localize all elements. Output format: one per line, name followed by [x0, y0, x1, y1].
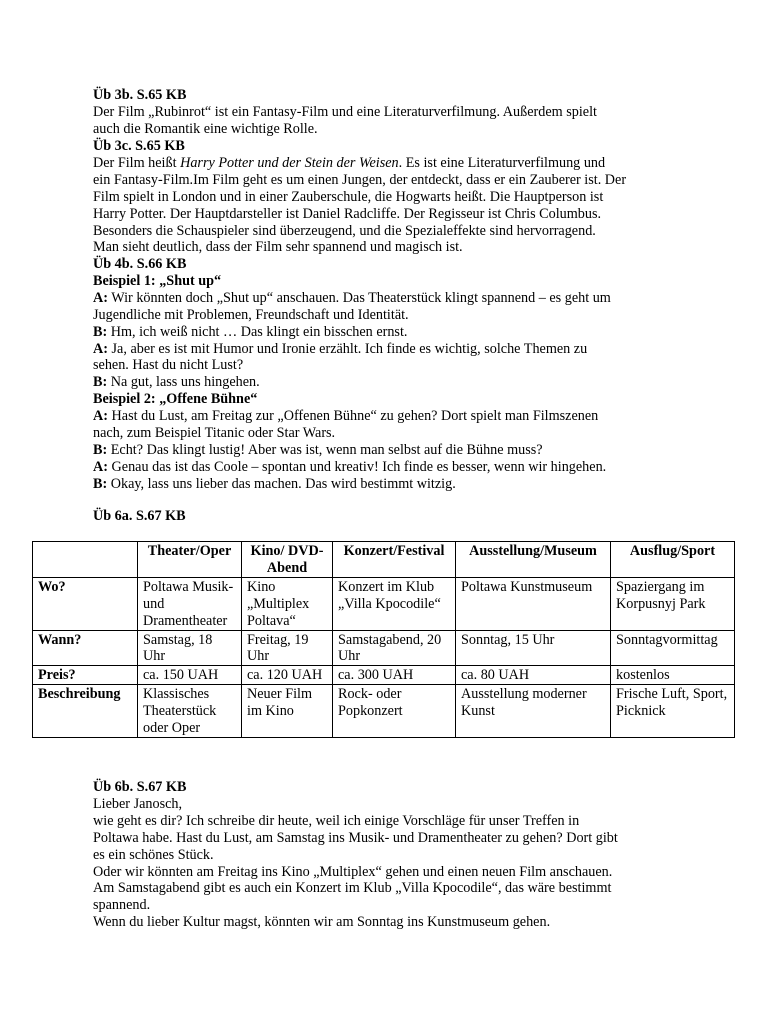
section-heading — [93, 87, 693, 104]
heading-6a: Üb 6a. S.67 KB — [93, 508, 186, 524]
text-fragment: . Es ist eine Literaturverfilmung und — [398, 154, 606, 171]
heading-4b: Üb 4b. S.66 KB — [93, 256, 187, 272]
column-header: Ausstellung/Museum — [456, 542, 611, 578]
film-title: Harry Potter und der Stein der Weisen — [180, 154, 399, 171]
speaker: A: — [93, 340, 108, 357]
speaker: A: — [93, 458, 108, 475]
column-header: Konzert/Festival — [333, 542, 456, 578]
row-header: Preis? — [33, 666, 138, 685]
dialogue-text: Echt? Das klingt lustig! Aber was ist, wenn man selbst auf die Bühne muss? — [110, 441, 543, 458]
speaker: A: — [93, 289, 108, 306]
table-cell: Frische Luft, Sport, Picknick — [611, 685, 735, 738]
table-cell: Kino „Multiplex Poltava“ — [242, 577, 333, 630]
section-heading — [93, 138, 693, 155]
table-cell: Neuer Film im Kino — [242, 685, 333, 738]
text-line: spannend. — [93, 897, 151, 914]
dialogue-line — [93, 476, 693, 493]
table-cell: kostenlos — [611, 666, 735, 685]
activities-table — [32, 541, 735, 738]
dialogue-text: Na gut, lass uns hingehen. — [110, 374, 260, 391]
dialogue-line — [93, 341, 693, 358]
dialogue-text: Genau das ist das Coole – spontan und kreativ! Ich finde es besser, wenn wir hingehen. — [111, 458, 607, 475]
heading-3b: Üb 3b. S.65 KB — [93, 87, 187, 103]
dialogue-line — [93, 357, 693, 374]
table-row — [33, 685, 735, 738]
text-line: Lieber Janosch, — [93, 795, 183, 812]
text-line: Man sieht deutlich, dass der Film sehr spannend und magisch ist. — [93, 239, 463, 256]
section-6b — [93, 779, 693, 931]
dialogue-text: Hast du Lust, am Freitag zur „Offenen Bühne“ zu gehen? Dort spielt man Filmszenen — [111, 408, 599, 425]
text-fragment: Der Film heißt — [93, 154, 181, 171]
dialogue-line — [93, 307, 693, 324]
section-heading — [93, 508, 693, 525]
text-line: es ein schönes Stück. — [93, 846, 214, 863]
dialogue-text: nach, zum Beispiel Titanic oder Star Wars. — [93, 425, 336, 442]
dialogue-line — [93, 324, 693, 341]
table-cell: Konzert im Klub „Villa Kpocodile“ — [333, 577, 456, 630]
dialogue-text: sehen. Hast du nicht Lust? — [93, 357, 244, 374]
column-header — [33, 542, 138, 578]
table-row — [33, 577, 735, 630]
text-line: Film spielt in London und in einer Zauberschule, die Hogwarts heißt. Die Hauptperson ist — [93, 188, 604, 205]
table-cell: ca. 300 UAH — [333, 666, 456, 685]
dialogue-line — [93, 374, 693, 391]
heading-3c: Üb 3c. S.65 KB — [93, 138, 185, 154]
row-header: Wann? — [33, 630, 138, 666]
text-line: auch die Romantik eine wichtige Rolle. — [93, 120, 318, 137]
dialogue-line — [93, 290, 693, 307]
text-line: Wenn du lieber Kultur magst, könnten wir am Sonntag ins Kunstmuseum gehen. — [93, 914, 551, 931]
dialogue-text: Ja, aber es ist mit Humor und Ironie erzählt. Ich finde es wichtig, solche Themen zu — [111, 340, 588, 357]
table-cell: Rock- oder Popkonzert — [333, 685, 456, 738]
text-line: wie geht es dir? Ich schreibe dir heute, weil ich einige Vorschläge für unser Treffen in — [93, 812, 580, 829]
example-2-title: Beispiel 2: „Offene Bühne“ — [93, 391, 258, 408]
section-3b — [93, 87, 693, 138]
table-row — [33, 630, 735, 666]
speaker: B: — [93, 323, 108, 340]
text-line — [93, 155, 693, 172]
text-line: Oder wir könnten am Freitag ins Kino „Multiplex“ gehen und einen neuen Film anschauen. — [93, 863, 613, 880]
table-cell: Ausstellung moderner Kunst — [456, 685, 611, 738]
table-header-row — [33, 542, 735, 578]
section-6a — [93, 508, 693, 525]
section-heading — [93, 256, 693, 273]
speaker: B: — [93, 475, 108, 492]
dialogue-line — [93, 425, 693, 442]
example-title — [93, 391, 693, 408]
heading-6b: Üb 6b. S.67 KB — [93, 779, 187, 795]
table-cell: Poltawa Kunstmuseum — [456, 577, 611, 630]
table-cell: Sonntagvormittag — [611, 630, 735, 666]
table-cell: Poltawa Musik- und Dramentheater — [138, 577, 242, 630]
text-line: Der Film „Rubinrot“ ist ein Fantasy-Film und eine Literaturverfilmung. Außerdem spielt — [93, 103, 597, 120]
text-line: Harry Potter. Der Hauptdarsteller ist Daniel Radcliffe. Der Regisseur ist Chris Columbus. — [93, 205, 602, 222]
table-cell: ca. 150 UAH — [138, 666, 242, 685]
speaker: B: — [93, 441, 108, 458]
section-3c — [93, 138, 693, 256]
text-line: Besonders die Schauspieler sind überzeugend, und die Spezialeffekte sind hervorragend. — [93, 222, 596, 239]
dialogue-line — [93, 408, 693, 425]
column-header: Kino/ DVD-Abend — [242, 542, 333, 578]
dialogue-text: Wir könnten doch „Shut up“ anschauen. Das Theaterstück klingt spannend – es geht um — [111, 289, 611, 306]
column-header: Theater/Oper — [138, 542, 242, 578]
text-line: Poltawa habe. Hast du Lust, am Samstag ins Musik- und Dramentheater zu gehen? Dort gibt — [93, 829, 618, 846]
table-cell: Samstagabend, 20 Uhr — [333, 630, 456, 666]
text-line: ein Fantasy-Film.Im Film geht es um einen Jungen, der entdeckt, dass er ein Zauberer ist. Der — [93, 171, 627, 188]
row-header: Wo? — [33, 577, 138, 630]
section-heading — [93, 779, 693, 796]
example-1-title: Beispiel 1: „Shut up“ — [93, 272, 222, 289]
speaker: A: — [93, 408, 108, 425]
section-4b — [93, 256, 693, 493]
text-line: Am Samstagabend gibt es auch ein Konzert im Klub „Villa Kpocodile“, das wäre bestimmt — [93, 880, 612, 897]
dialogue-line — [93, 442, 693, 459]
table-cell: Samstag, 18 Uhr — [138, 630, 242, 666]
table-cell: Spaziergang im Korpusnyj Park — [611, 577, 735, 630]
table-cell: Klassisches Theaterstück oder Oper — [138, 685, 242, 738]
column-header: Ausflug/Sport — [611, 542, 735, 578]
example-title — [93, 273, 693, 290]
table-cell: Sonntag, 15 Uhr — [456, 630, 611, 666]
table-row — [33, 666, 735, 685]
table-cell: ca. 120 UAH — [242, 666, 333, 685]
table-cell: ca. 80 UAH — [456, 666, 611, 685]
row-header: Beschreibung — [33, 685, 138, 738]
speaker: B: — [93, 374, 108, 391]
dialogue-text: Okay, lass uns lieber das machen. Das wird bestimmt witzig. — [110, 475, 456, 492]
dialogue-text: Jugendliche mit Problemen, Freundschaft und Identität. — [93, 306, 409, 323]
table-cell: Freitag, 19 Uhr — [242, 630, 333, 666]
dialogue-text: Hm, ich weiß nicht … Das klingt ein bisschen ernst. — [110, 323, 408, 340]
dialogue-line — [93, 459, 693, 476]
